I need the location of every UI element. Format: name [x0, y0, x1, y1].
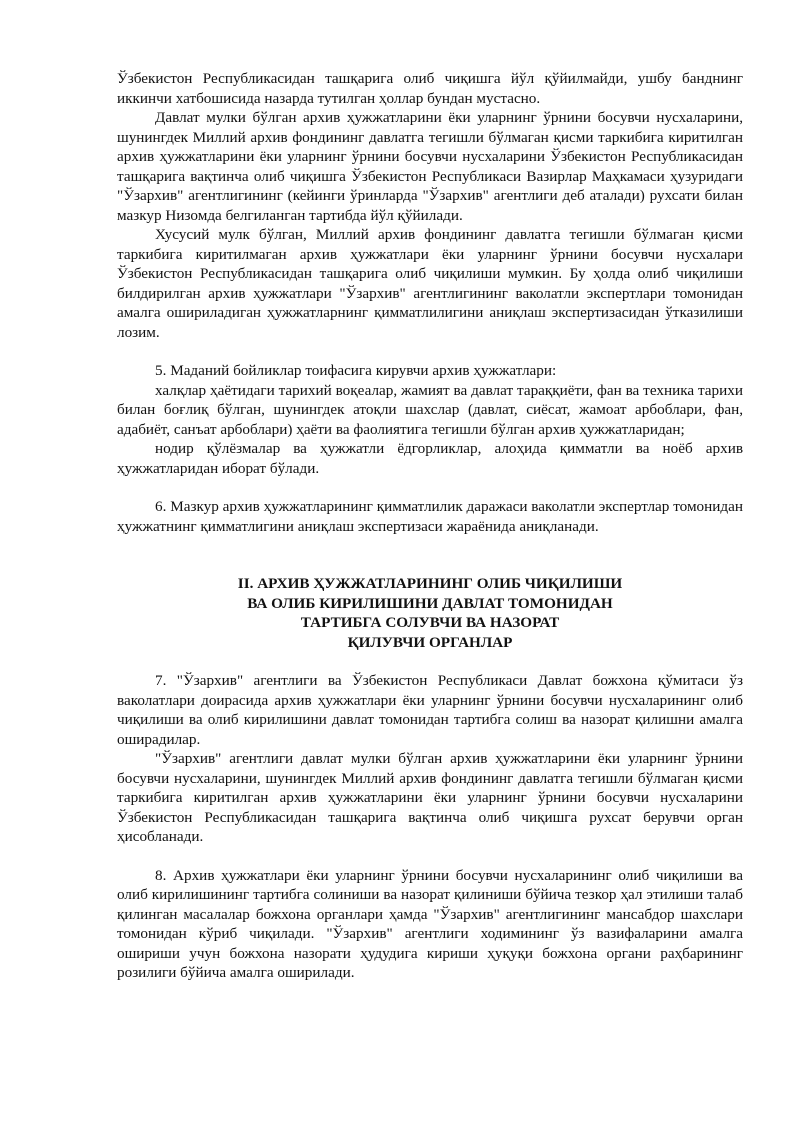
section-heading-line-2: ВА ОЛИБ КИРИЛИШИНИ ДАВЛАТ ТОМОНИДАН	[247, 594, 613, 612]
intro-continuation-paragraph: Ўзбекистон Республикасидан ташқарига олиб чиқишга йўл қўйилмайди, ушбу банднинг иккинчи хатбошисида назарда тутилган ҳоллар бундан мустасно.	[117, 70, 743, 107]
item-8-paragraph: 8. Архив ҳужжатлари ёки уларнинг ўрнини босувчи нусхаларининг олиб чиқилиши ва олиб кирилишининг тартибга солиниши ва назорат қилиниши бўйича тезкор ҳал этилиши талаб қилинган масалалар божхона органлари ҳамда "Ўзархив" агентлигининг мансабдор шахслари томонидан кўриб чиқилади. "Ўзархив" агентлиги ходимининг ўз вазифаларини амалга ошириши учун божхона назорати ҳудудига кириши ҳуқуқи божхона органи раҳбарининг розилиги бўйича амалга оширилади.	[117, 866, 743, 981]
spacer	[117, 478, 743, 497]
spacer	[117, 342, 743, 361]
private-property-paragraph: Хусусий мулк бўлган, Миллий архив фондининг давлатга тегишли бўлмаган қисми таркибига киритилмаган архив ҳужжатлари ёки уларнинг ўрнини босувчи нусхалари Ўзбекистон Республикасидан ташқарига олиб чиқилиши мумкин. Бу ҳолда олиб чиқилиши билдирилган архив ҳужжатлари "Ўзархив" агентлигининг ваколатли экспертлари томонидан амалга ошириладиган ҳужжатларнинг қимматлилигини аниқлаш экспертизасидан ўтказилиши лозим.	[117, 226, 743, 341]
spacer	[117, 652, 743, 671]
spacer	[117, 536, 743, 574]
item-7-paragraph: 7. "Ўзархив" агентлиги ва Ўзбекистон Республикаси Давлат божхона қўмитаси ўз ваколатлари доирасида архив ҳужжатлари ёки уларнинг ўрнини босувчи нусхаларининг олиб чиқилиши ва олиб кирилишини давлат томонидан тартибга солиш ва назорат қилишни амалга оширадилар.	[117, 672, 743, 748]
item-7-second-paragraph: "Ўзархив" агентлиги давлат мулки бўлган архив ҳужжатларини ёки уларнинг ўрнини босувчи нусхаларини, шунингдек Миллий архив фондининг давлатга тегишли бўлмаган қисми таркибига киритилган архив ҳужжатларини ёки уларнинг ўрнини босувчи нусхаларини Ўзбекистон Республикасидан ташқарига вақтинча олиб чиқишга рухсат берувчи орган ҳисобланади.	[117, 750, 743, 845]
section-heading-line-4: ҚИЛУВЧИ ОРГАНЛАР	[347, 633, 513, 651]
item-5-point-a: халқлар ҳаётидаги тарихий воқеалар, жамият ва давлат тараққиёти, фан ва техника тарихи билан боғлиқ бўлган, шунингдек атоқли шахслар (давлат, сиёсат, жамоат арбоблари, фан, адабиёт, санъат арбоблари) ҳаёти ва фаолиятига тегишли бўлган архив ҳужжатларидан;	[117, 381, 743, 438]
item-5-point-b: нодир қўлёзмалар ва ҳужжатли ёдгорликлар, алоҳида қимматли ва ноёб архив ҳужжатларидан иборат бўлади.	[117, 440, 743, 477]
section-heading-line-1: II. АРХИВ ҲУЖЖАТЛАРИНИНГ ОЛИБ ЧИҚИЛИШИ	[237, 575, 623, 592]
item-6-paragraph: 6. Мазкур архив ҳужжатларининг қимматлилик даражаси ваколатли экспертлар томонидан ҳужжатнинг қимматлигини аниқлаш экспертизаси жараёнида аниқланади.	[117, 498, 743, 535]
document-page	[117, 69, 743, 983]
section-heading	[117, 574, 743, 652]
spacer	[117, 847, 743, 866]
item-5-lead: 5. Маданий бойликлар тоифасига кирувчи архив ҳужжатлари:	[155, 362, 557, 379]
state-property-paragraph: Давлат мулки бўлган архив ҳужжатларини ёки уларнинг ўрнини босувчи нусхаларини, шунингдек Миллий архив фондининг давлатга тегишли бўлмаган қисми таркибига киритилган архив ҳужжатларини ёки уларнинг ўрнини босувчи нусхаларини Ўзбекистон Республикасидан ташқарига вақтинча олиб чиқишга Ўзбекистон Республикаси Вазирлар Маҳкамаси ҳузуридаги "Ўзархив" агентлигининг (кейинги ўринларда "Ўзархив" агентлиги деб аталади) рухсати билан мазкур Низомда белгиланган тартибда йўл қўйилади.	[117, 109, 743, 224]
section-heading-line-3: ТАРТИБГА СОЛУВЧИ ВА НАЗОРАТ	[300, 614, 560, 631]
